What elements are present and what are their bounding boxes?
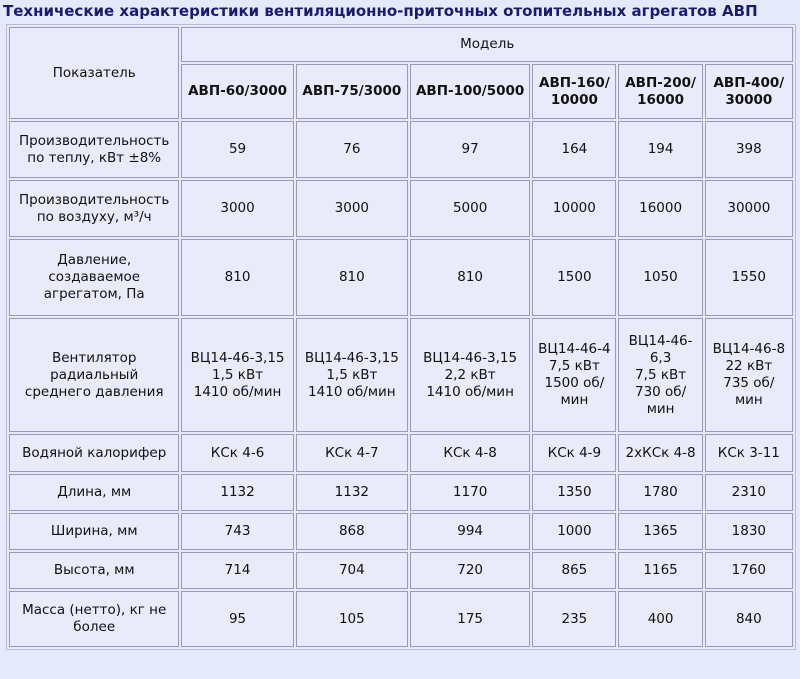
table-cell: 3000 bbox=[181, 180, 293, 237]
table-cell: 1165 bbox=[618, 552, 702, 589]
table-cell: 720 bbox=[410, 552, 530, 589]
row-label: Производительность по воздуху, м³/ч bbox=[9, 180, 179, 237]
table-cell: 105 bbox=[296, 591, 408, 647]
table-cell: 810 bbox=[296, 239, 408, 316]
table-cell: 714 bbox=[181, 552, 293, 589]
table-cell: ВЦ14-46-4 7,5 кВт 1500 об/ мин bbox=[532, 318, 616, 432]
table-cell: 1760 bbox=[705, 552, 793, 589]
table-cell: 95 bbox=[181, 591, 293, 647]
model-name: АВП-75/3000 bbox=[296, 64, 408, 119]
table-cell: 16000 bbox=[618, 180, 702, 237]
model-name: АВП-400/ 30000 bbox=[705, 64, 793, 119]
model-name: АВП-100/5000 bbox=[410, 64, 530, 119]
model-name: АВП-200/ 16000 bbox=[618, 64, 702, 119]
table-row bbox=[9, 552, 793, 589]
table-cell: 1132 bbox=[296, 474, 408, 511]
table-cell: 2310 bbox=[705, 474, 793, 511]
table-cell: 97 bbox=[410, 121, 530, 178]
row-label: Высота, мм bbox=[9, 552, 179, 589]
table-cell: 1780 bbox=[618, 474, 702, 511]
table-row bbox=[9, 513, 793, 550]
table-cell: ВЦ14-46- 6,3 7,5 кВт 730 об/ мин bbox=[618, 318, 702, 432]
model-name: АВП-60/3000 bbox=[181, 64, 293, 119]
table-cell: 10000 bbox=[532, 180, 616, 237]
table-cell: 1350 bbox=[532, 474, 616, 511]
model-header: Модель bbox=[181, 27, 793, 62]
table-row bbox=[9, 239, 793, 316]
table-cell: 868 bbox=[296, 513, 408, 550]
row-label: Ширина, мм bbox=[9, 513, 179, 550]
row-label: Длина, мм bbox=[9, 474, 179, 511]
table-cell: ВЦ14-46-3,15 1,5 кВт 1410 об/мин bbox=[296, 318, 408, 432]
table-cell: 1132 bbox=[181, 474, 293, 511]
model-name: АВП-160/ 10000 bbox=[532, 64, 616, 119]
table-cell: 5000 bbox=[410, 180, 530, 237]
table-cell: КСк 3-11 bbox=[705, 434, 793, 472]
table-cell: 235 bbox=[532, 591, 616, 647]
table-row bbox=[9, 318, 793, 432]
table-cell: 1550 bbox=[705, 239, 793, 316]
table-cell: КСк 4-9 bbox=[532, 434, 616, 472]
table-cell: 400 bbox=[618, 591, 702, 647]
table-cell: ВЦ14-46-3,15 1,5 кВт 1410 об/мин bbox=[181, 318, 293, 432]
table-cell: 1830 bbox=[705, 513, 793, 550]
table-cell: 1000 bbox=[532, 513, 616, 550]
table-row bbox=[9, 434, 793, 472]
table-cell: ВЦ14-46-8 22 кВт 735 об/ мин bbox=[705, 318, 793, 432]
table-cell: 76 bbox=[296, 121, 408, 178]
header-row bbox=[9, 27, 793, 62]
row-label: Вентилятор радиальный среднего давления bbox=[9, 318, 179, 432]
table-cell: 398 bbox=[705, 121, 793, 178]
table-cell: КСк 4-6 bbox=[181, 434, 293, 472]
table-cell: 1365 bbox=[618, 513, 702, 550]
table-cell: 810 bbox=[410, 239, 530, 316]
table-cell: 59 bbox=[181, 121, 293, 178]
table-cell: 3000 bbox=[296, 180, 408, 237]
table-cell: 704 bbox=[296, 552, 408, 589]
table-cell: 164 bbox=[532, 121, 616, 178]
table-row bbox=[9, 474, 793, 511]
table-cell: 2хКСк 4-8 bbox=[618, 434, 702, 472]
table-cell: 1170 bbox=[410, 474, 530, 511]
table-row bbox=[9, 591, 793, 647]
table-cell: КСк 4-8 bbox=[410, 434, 530, 472]
row-label: Масса (нетто), кг не более bbox=[9, 591, 179, 647]
row-label: Производительность по теплу, кВт ±8% bbox=[9, 121, 179, 178]
table-cell: 30000 bbox=[705, 180, 793, 237]
table-row bbox=[9, 121, 793, 178]
table-cell: КСк 4-7 bbox=[296, 434, 408, 472]
table-cell: 743 bbox=[181, 513, 293, 550]
spec-table bbox=[6, 24, 796, 650]
table-cell: 994 bbox=[410, 513, 530, 550]
table-cell: 1050 bbox=[618, 239, 702, 316]
row-label: Давление, создаваемое агрегатом, Па bbox=[9, 239, 179, 316]
table-cell: 865 bbox=[532, 552, 616, 589]
table-cell: 1500 bbox=[532, 239, 616, 316]
table-cell: 175 bbox=[410, 591, 530, 647]
table-row bbox=[9, 180, 793, 237]
parameter-header: Показатель bbox=[9, 27, 179, 119]
table-cell: 194 bbox=[618, 121, 702, 178]
table-cell: 840 bbox=[705, 591, 793, 647]
page-title: Технические характеристики вентиляционно-приточных отопительных агрегатов АВП bbox=[3, 2, 758, 20]
row-label: Водяной калорифер bbox=[9, 434, 179, 472]
table-cell: ВЦ14-46-3,15 2,2 кВт 1410 об/мин bbox=[410, 318, 530, 432]
table-cell: 810 bbox=[181, 239, 293, 316]
